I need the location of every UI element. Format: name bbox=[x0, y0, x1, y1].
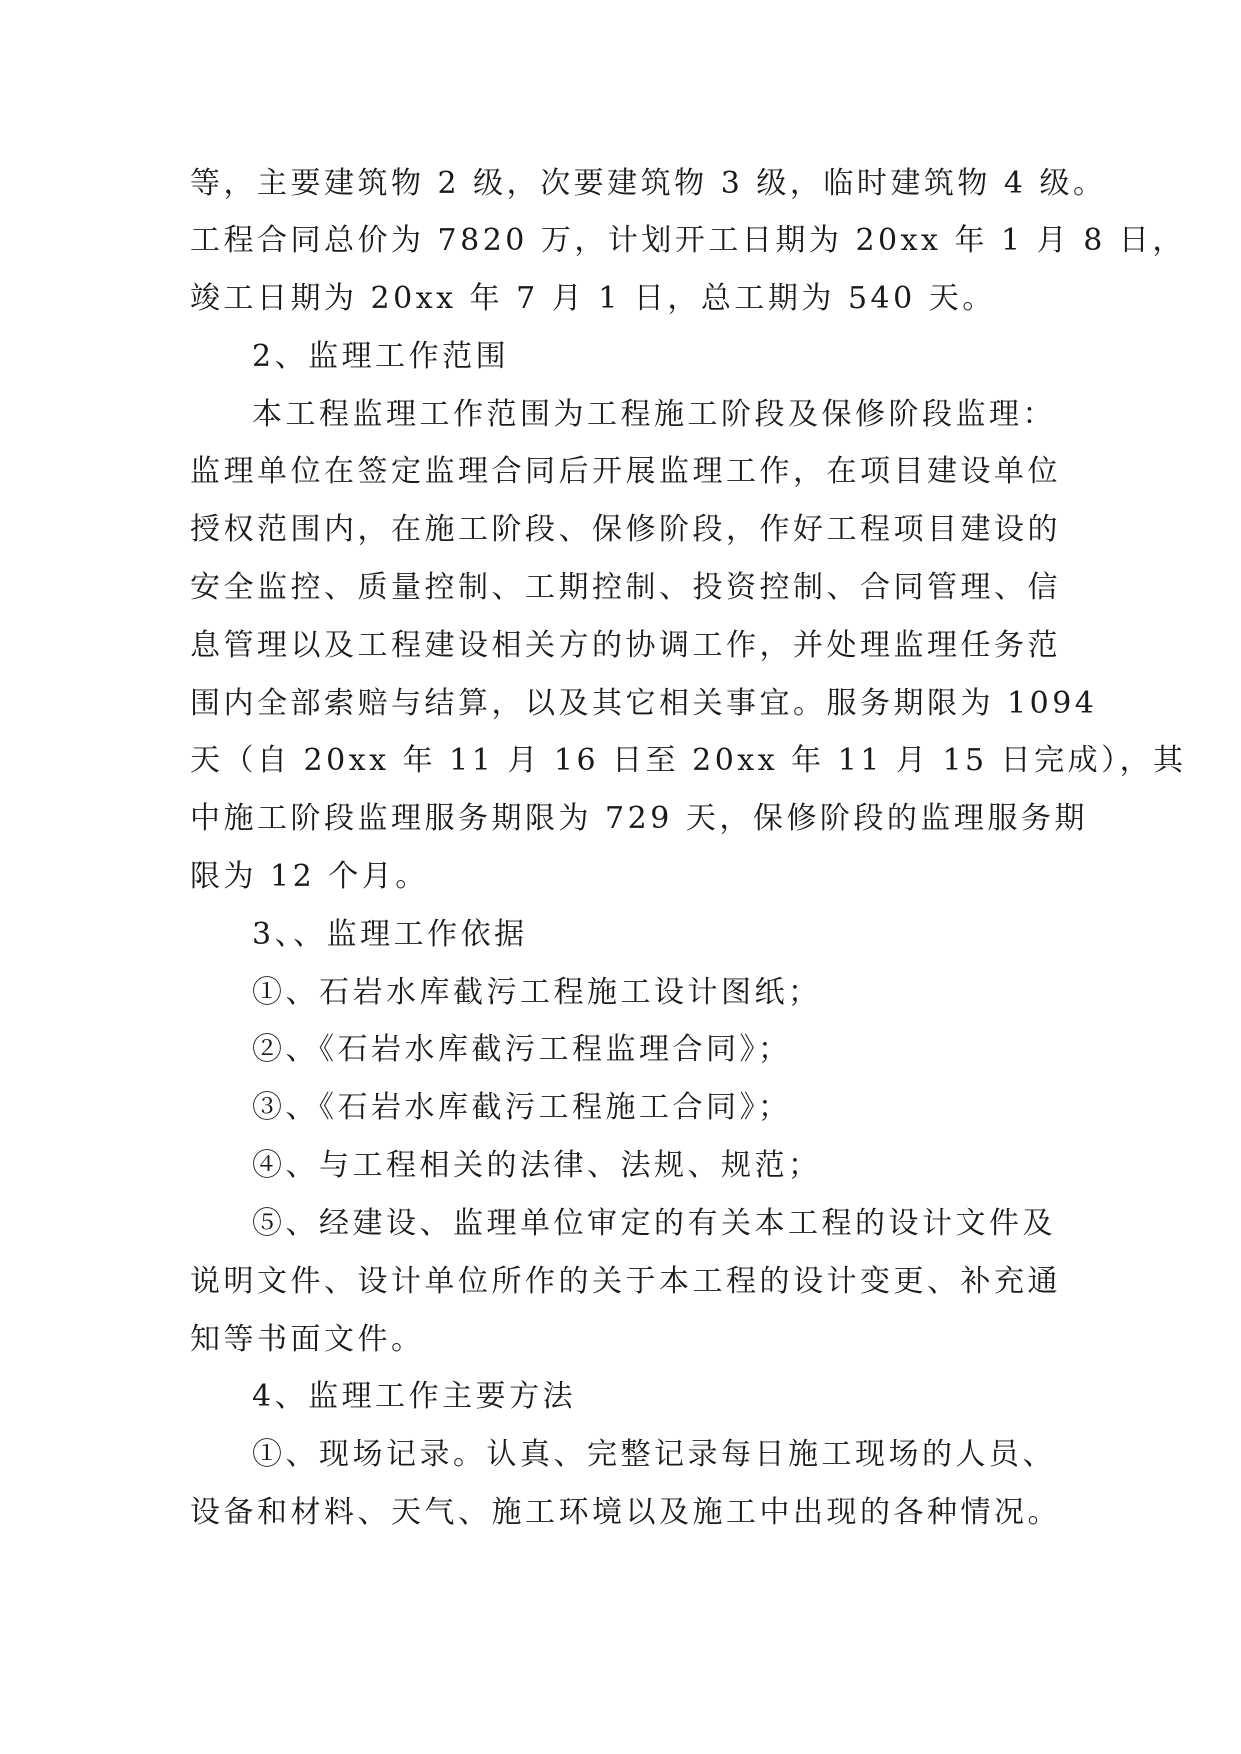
text-line-21: 知等书面文件。 bbox=[190, 1322, 425, 1357]
text-line-24: 设备和材料、天气、施工环境以及施工中出现的各种情况。 bbox=[190, 1495, 1061, 1530]
text-line-20: 说明文件、设计单位所作的关于本工程的设计变更、补充通 bbox=[190, 1264, 1061, 1299]
list-item-1: ①、石岩水库截污工程施工设计图纸； bbox=[252, 975, 822, 1010]
text-line-2: 工程合同总价为 7820 万，计划开工日期为 20xx 年 1 月 8 日， bbox=[190, 223, 1186, 258]
text-line-6: 监理单位在签定监理合同后开展监理工作，在项目建设单位 bbox=[190, 454, 1061, 489]
text-line-13: 限为 12 个月。 bbox=[190, 859, 429, 894]
text-line-3: 竣工日期为 20xx 年 7 月 1 日，总工期为 540 天。 bbox=[190, 281, 996, 316]
text-line-1: 等，主要建筑物 2 级，次要建筑物 3 级，临时建筑物 4 级。 bbox=[190, 166, 1107, 201]
text-line-10: 围内全部索赔与结算，以及其它相关事宜。服务期限为 1094 bbox=[190, 686, 1098, 721]
text-line-11: 天（自 20xx 年 11 月 16 日至 20xx 年 11 月 15 日完成），其 bbox=[190, 743, 1187, 778]
section-heading-4: 4、监理工作主要方法 bbox=[252, 1379, 577, 1414]
text-line-5: 本工程监理工作范围为工程施工阶段及保修阶段监理： bbox=[252, 397, 1056, 432]
list-item-5: ⑤、经建设、监理单位审定的有关本工程的设计文件及 bbox=[252, 1206, 1056, 1241]
list-item-6: ①、现场记录。认真、完整记录每日施工现场的人员、 bbox=[252, 1437, 1056, 1472]
text-line-8: 安全监控、质量控制、工期控制、投资控制、合同管理、信 bbox=[190, 570, 1061, 605]
text-line-7: 授权范围内，在施工阶段、保修阶段，作好工程项目建设的 bbox=[190, 512, 1061, 547]
text-line-9: 息管理以及工程建设相关方的协调工作，并处理监理任务范 bbox=[190, 628, 1061, 663]
list-item-3: ③、《石岩水库截污工程施工合同》； bbox=[252, 1090, 792, 1125]
text-line-12: 中施工阶段监理服务期限为 729 天，保修阶段的监理服务期 bbox=[190, 801, 1088, 836]
section-heading-3: 3、、监理工作依据 bbox=[252, 917, 528, 952]
list-item-2: ②、《石岩水库截污工程监理合同》； bbox=[252, 1032, 792, 1067]
list-item-4: ④、与工程相关的法律、法规、规范； bbox=[252, 1148, 822, 1183]
section-heading-2: 2、监理工作范围 bbox=[252, 339, 510, 374]
